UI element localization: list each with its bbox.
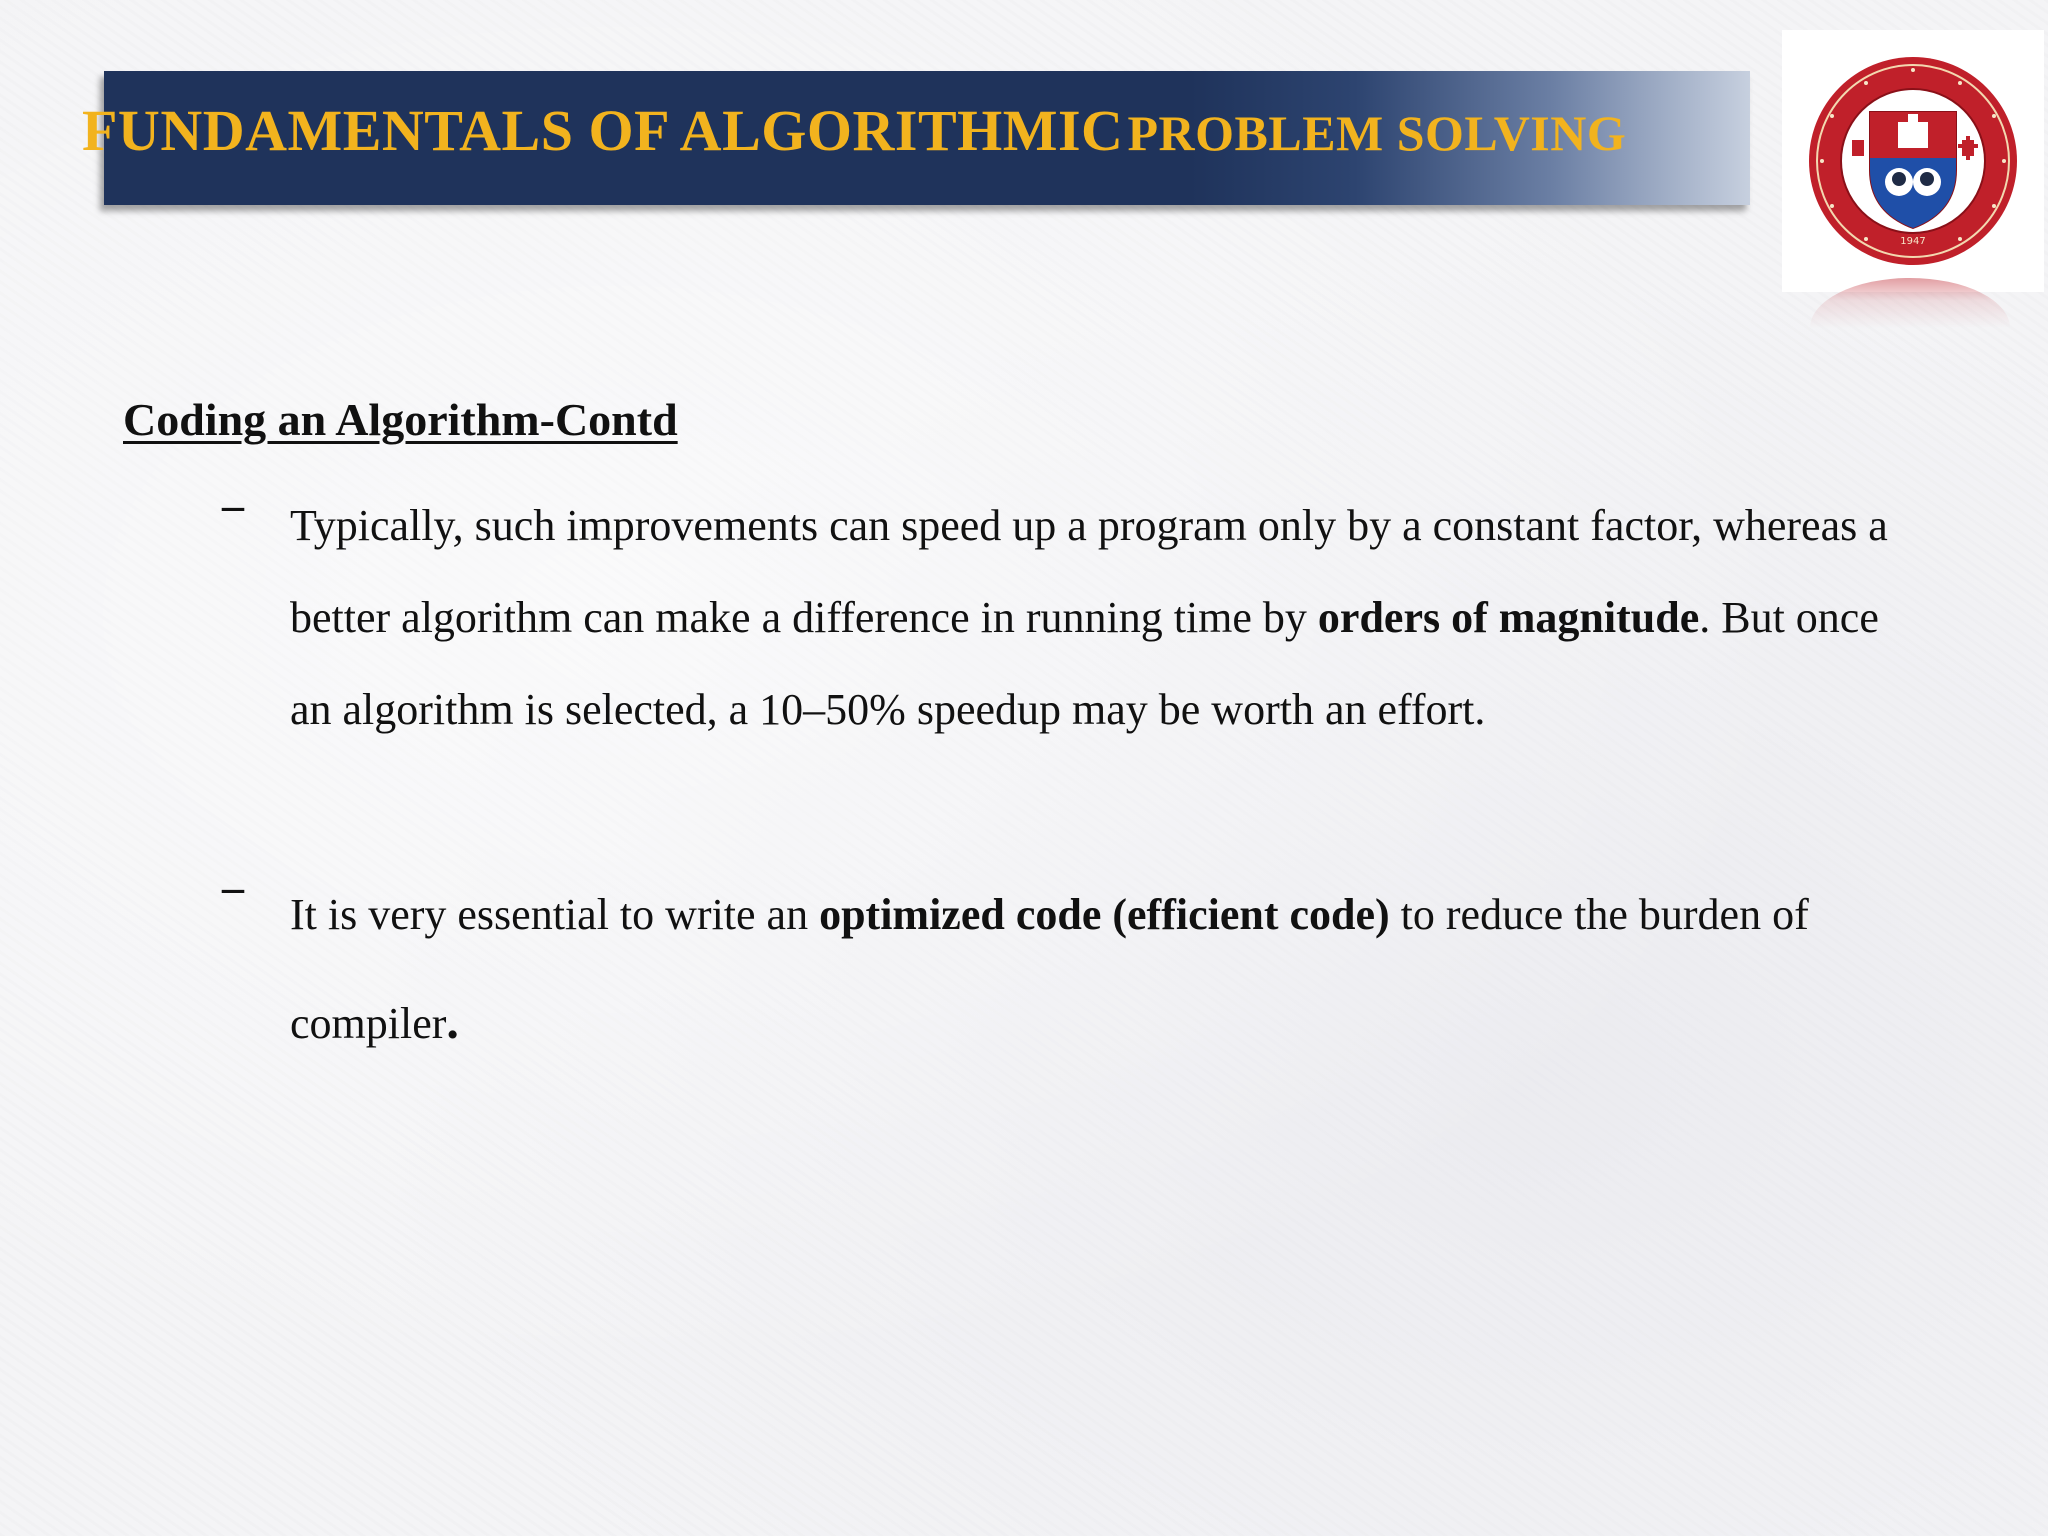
- bullet-bold-text: optimized code (efficient code): [819, 890, 1390, 939]
- bullet-end-mark: .: [446, 993, 459, 1049]
- bullet-dash: –: [222, 481, 244, 530]
- bullet-text-part: . But once an algorithm is selected, a 10–50% speedup may be worth an effort.: [290, 593, 1879, 734]
- section-heading: Coding an Algorithm-Contd: [123, 394, 678, 445]
- slide-title-part1: FUNDAMENTALS OF ALGORITHMIC: [82, 98, 1124, 163]
- logo-year: 1947: [1900, 236, 1926, 247]
- institute-logo: [1782, 30, 2044, 292]
- institute-seal-icon: [1782, 30, 2044, 292]
- bullet-text-part: It is very essential to write an: [290, 890, 820, 939]
- bullet-bold-text: orders of magnitude: [1317, 593, 1700, 642]
- bullet-text-part: Typically, such improvements can speed up a program only by a constant factor, whereas a better algorithm can make a difference in running time by: [290, 501, 1888, 642]
- bullet-text-part: to reduce the burden of compiler: [290, 890, 1809, 1048]
- slide-title-part2: PROBLEM SOLVING: [1127, 105, 1627, 161]
- bullet-dash: –: [222, 863, 244, 912]
- slide-title: [82, 98, 1627, 163]
- bullet-text: [290, 480, 1890, 756]
- bullet-text: [290, 862, 1890, 1077]
